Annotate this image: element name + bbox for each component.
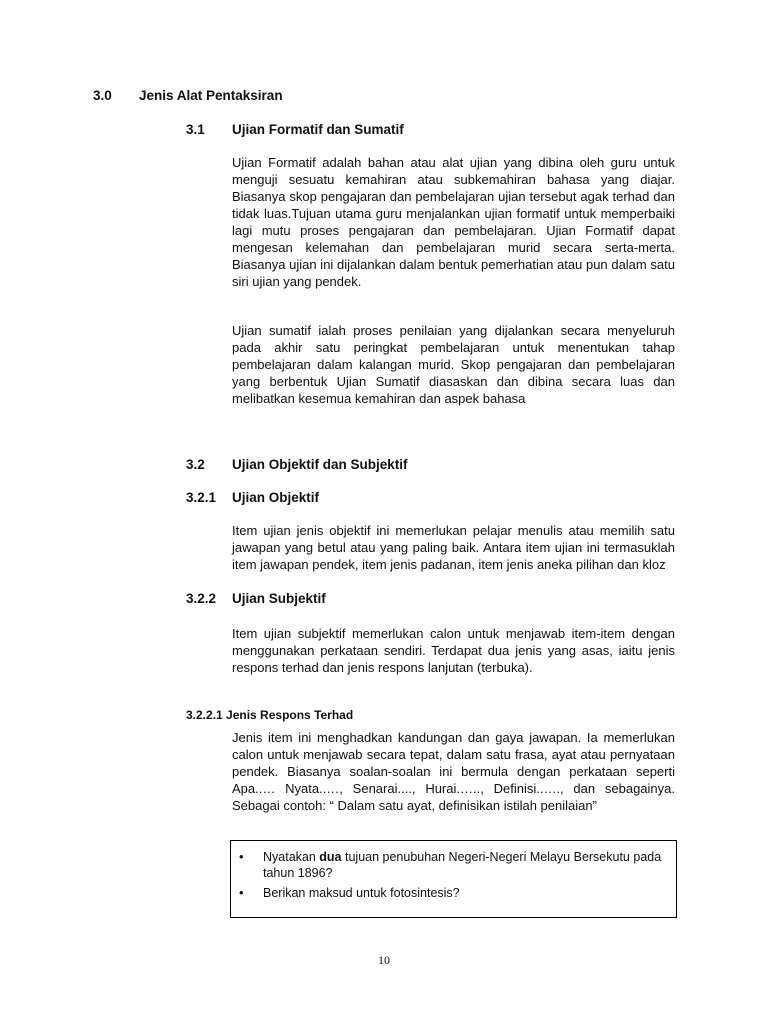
section-3-2-1-title: Ujian Objektif xyxy=(232,490,320,505)
section-3-1-number: 3.1 xyxy=(186,122,205,137)
bullet-icon: • xyxy=(239,849,244,864)
example-question-2 xyxy=(239,885,663,901)
section-3-2-2-number: 3.2.2 xyxy=(186,591,217,606)
section-3-2-1-number: 3.2.1 xyxy=(186,490,217,505)
subjektif-paragraph: Item ujian subjektif memerlukan calon untuk menjawab item-item dengan menggunakan perkataan sendiri. Terdapat dua jenis yang asas, iaitu jenis respons terhad dan jenis respons lanjutan (terbuka). xyxy=(232,626,675,675)
section-3-1-title: Ujian Formatif dan Sumatif xyxy=(232,122,404,137)
section-3-0-number: 3.0 xyxy=(93,88,112,103)
section-3-2-2-title: Ujian Subjektif xyxy=(232,591,326,606)
example-question-1 xyxy=(239,849,663,881)
objektif-paragraph: Item ujian jenis objektif ini memerlukan pelajar menulis atau memilih satu jawapan yang betul atau yang paling baik. Antara item ujian ini termasuklah item jawapan pendek, item jenis padanan, item jenis aneka pilihan dan kloz xyxy=(232,523,675,572)
question-2-text: Berikan maksud untuk fotosintesis? xyxy=(263,886,460,900)
section-3-2-2-1-heading: 3.2.2.1 Jenis Respons Terhad xyxy=(186,708,354,722)
section-3-2-number: 3.2 xyxy=(186,457,205,472)
formatif-paragraph: Ujian Formatif adalah bahan atau alat ujian yang dibina oleh guru untuk menguji sesuatu kemahiran atau subkemahiran bahasa yang diajar. Biasanya skop pengajaran dan pembelajaran ujian tersebut agak terhad dan tidak luas.Tujuan utama guru menjalankan ujian formatif untuk memperbaiki lagi mutu proses pengajaran dan pembelajaran. Ujian Formatif dapat mengesan kelemahan dan pembelajaran murid secara serta-merta. Biasanya ujian ini dijalankan dalam bentuk pemerhatian atau pun dalam satu siri ujian yang pendek. xyxy=(232,155,675,289)
question-1-bold-word: dua xyxy=(319,850,342,864)
section-3-2-title: Ujian Objektif dan Subjektif xyxy=(232,457,408,472)
question-1-suffix: tujuan penubuhan Negeri-Negeri Melayu Bersekutu pada tahun 1896? xyxy=(263,850,662,880)
section-3-0-title: Jenis Alat Pentaksiran xyxy=(139,88,283,103)
bullet-icon: • xyxy=(239,885,244,900)
question-1-prefix: Nyatakan xyxy=(263,850,320,864)
page-number: 10 xyxy=(378,953,390,967)
example-questions-box xyxy=(230,840,677,918)
sumatif-paragraph: Ujian sumatif ialah proses penilaian yang dijalankan secara menyeluruh pada akhir satu peringkat pembelajaran untuk menentukan tahap pembelajaran dalam kalangan murid. Skop pengajaran dan pembelajaran yang berbentuk Ujian Sumatif diasaskan dan dibina secara luas dan melibatkan kesemua kemahiran dan aspek bahasa xyxy=(232,323,675,406)
respons-terhad-paragraph: Jenis item ini menghadkan kandungan dan gaya jawapan. Ia memerlukan calon untuk menjawab secara tepat, dalam satu frasa, ayat atau pernyataan pendek. Biasanya soalan-soalan ini bermula dengan perkataan seperti Apa..… Nyata..…, Senarai...., Hurai.….., Definisi..…., dan sebagainya. Sebagai contoh: “ Dalam satu ayat, definisikan istilah penilaian” xyxy=(232,730,675,813)
